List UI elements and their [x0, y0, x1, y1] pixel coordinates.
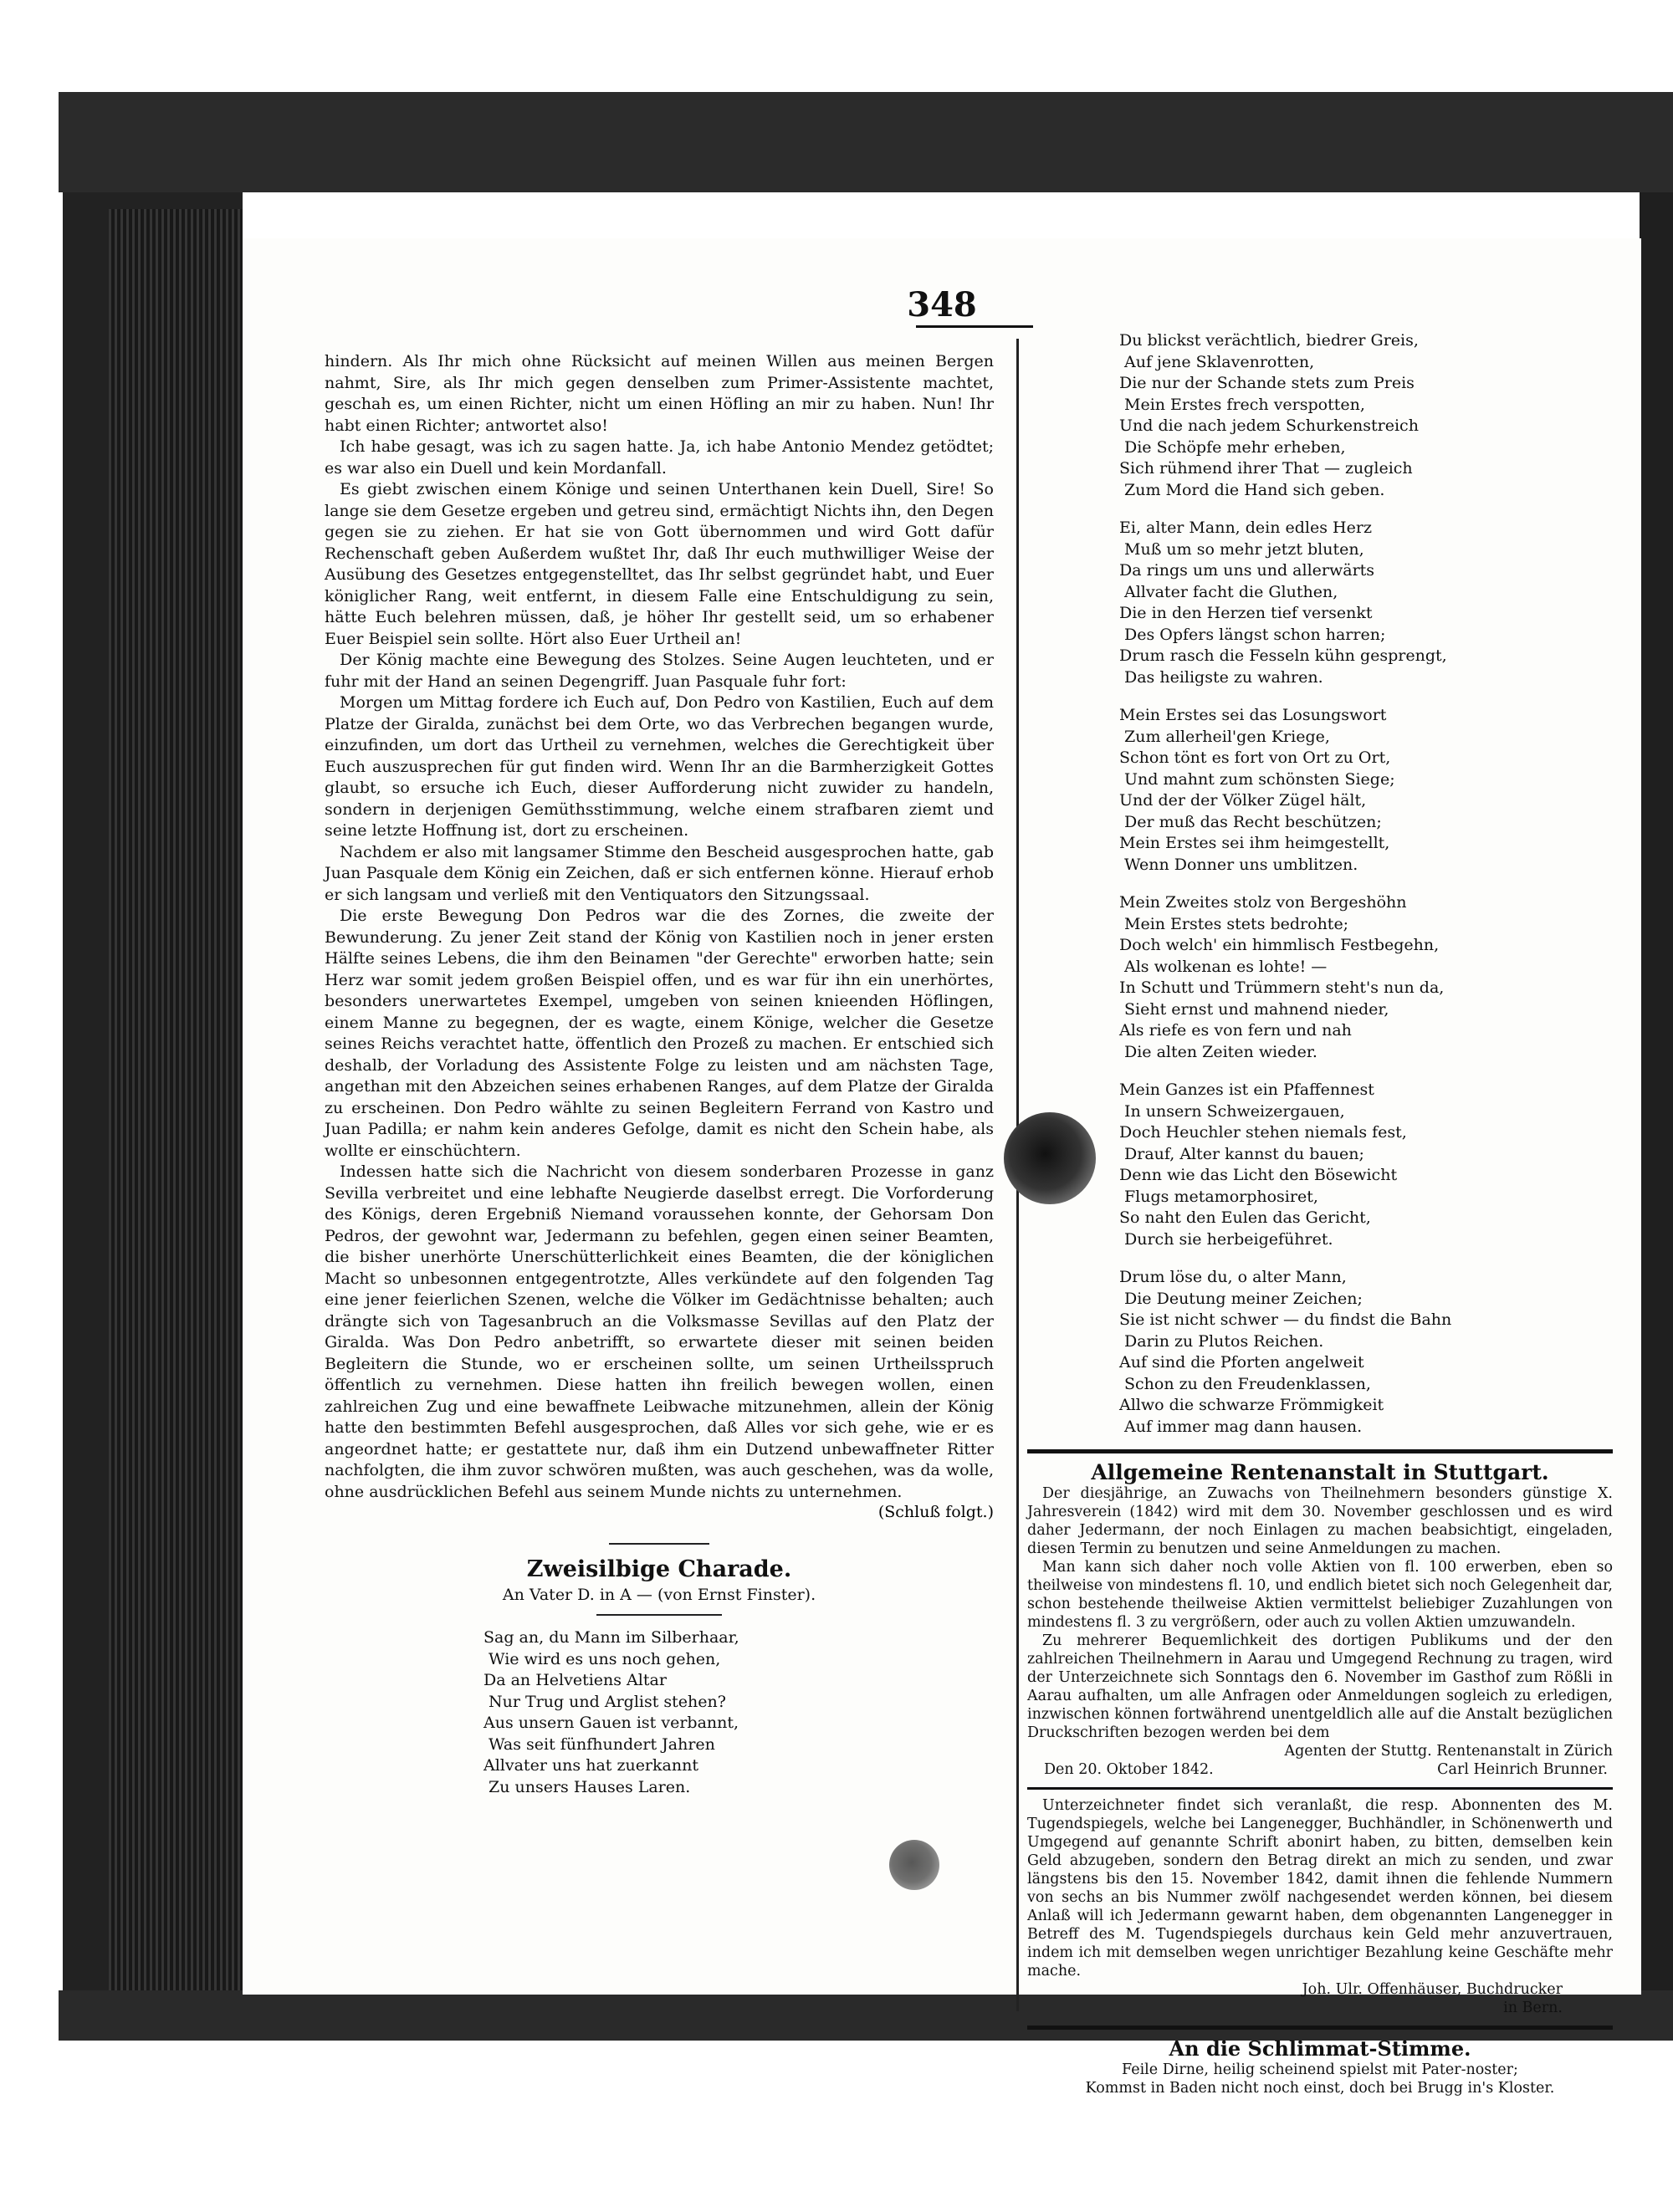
poem-line: Die Schöpfe mehr erheben,: [1124, 437, 1346, 457]
poem-line: Durch sie herbeigeführet.: [1124, 1229, 1333, 1249]
poem-line: Wie wird es uns noch gehen,: [489, 1649, 721, 1668]
scan-border-right: [1640, 192, 1673, 1990]
section-rule: [1027, 1449, 1613, 1453]
article-paragraph: hindern. Als Ihr mich ohne Rücksicht auf meinen Willen aus meinen Bergen nahmt, Sire, als Ihr mich gegen denselben zum Primer-Assistente machtet, geschah es, um einen Richter, nicht um einen Höfling an mir zu haben. Nun! Ihr habt einen Richter; antwortet also!: [325, 352, 994, 435]
poem-line: Mein Erstes stets bedrohte;: [1124, 914, 1349, 933]
charade-subtitle: An Vater D. in A — (von Ernst Finster).: [502, 1586, 816, 1604]
poem-line: Mein Ganzes ist ein Pfaffennest: [1119, 1080, 1374, 1099]
notice-date: Den 20. Oktober 1842.: [1044, 1761, 1214, 1778]
poem-line: Allvater uns hat zuerkannt: [483, 1756, 698, 1775]
poem-line: Sag an, du Mann im Silberhaar,: [483, 1628, 739, 1647]
poem-stanza-4: [1119, 892, 1613, 1063]
rentenanstalt-title: Allgemeine Rentenanstalt in Stuttgart.: [1091, 1460, 1549, 1484]
schlimmat-line: Kommst in Baden nicht noch einst, doch bei Brugg in's Kloster.: [1085, 2080, 1555, 2097]
poem-line: Du blickst verächtlich, biedrer Greis,: [1119, 331, 1419, 350]
poem-line: Doch welch' ein himmlisch Festbegehn,: [1119, 936, 1440, 954]
continued-note: (Schluß folgt.): [877, 1503, 994, 1521]
notice-paragraph: Zu mehrerer Bequemlichkeit des dortigen Publikums und der den zahlreichen Theilnehmern in Aarau und Umgegend Rechnung zu tragen, wird der Unterzeichnete sich Sonntags den 6. November im Gasthof zum Rößli in Aarau aufhalten, um alle Anfragen oder Anmeldungen sogleich zu erledigen, inzwischen können fortwährend unentgeldlich alle auf die Anstalt bezüglichen Druckschriften bezogen werden bei dem: [1027, 1632, 1613, 1741]
poem-line: Die nur der Schande stets zum Preis: [1119, 374, 1415, 392]
poem-line: Mein Erstes sei ihm heimgestellt,: [1119, 834, 1390, 852]
poem-line: Da an Helvetiens Altar: [483, 1671, 667, 1689]
poem-line: Darin zu Plutos Reichen.: [1124, 1331, 1324, 1351]
section-rule: [609, 1543, 709, 1545]
notice-paragraph: Unterzeichneter findet sich veranlaßt, die resp. Abonnenten des M. Tugendspiegels, welche bei Langenegger, Buchhändler, in Schönenwerth und Umgegend auf genannte Schrift abonirt haben, zu bitten, demselben kein Geld abzugeben, sondern den Betrag direkt an mich zu senden, und zwar längstens bis den 15. November 1842, damit ihnen die fehlende Nummern von sechs an bis Nummer zwölf nachgesendet werden können, bei diesem Anlaß will ich Jedermann gewarnt haben, dem obgenannten Langenegger in Betreff des M. Tugendspiegels durchaus kein Geld mehr anzuvertrauen, indem ich mit demselben wegen unrichtiger Bezahlung keine Geschäfte mehr mache.: [1027, 1797, 1613, 1980]
poem-line: Schon zu den Freudenklassen,: [1124, 1374, 1371, 1393]
notice-signer: Joh. Ulr. Offenhäuser, Buchdrucker: [1302, 1981, 1563, 1998]
poem-line: Schon tönt es fort von Ort zu Ort,: [1119, 748, 1391, 767]
dateline: [1027, 1760, 1613, 1779]
book-page-edges-texture: [109, 209, 243, 2015]
poem-line: In unsern Schweizergauen,: [1124, 1101, 1345, 1121]
article-paragraph: Der König machte eine Bewegung des Stolzes. Seine Augen leuchteten, und er fuhr mit der Hand an seinen Degengriff. Juan Pasquale fuhr fort:: [325, 651, 994, 691]
poem-line: Und mahnt zum schönsten Siege;: [1124, 769, 1395, 789]
poem-line: Zum Mord die Hand sich geben.: [1124, 480, 1385, 499]
poem-line: Flugs metamorphosiret,: [1124, 1187, 1318, 1206]
section-rule: [1027, 1787, 1613, 1790]
poem-stanza-1: [1119, 330, 1613, 501]
poem-stanza-5: [1119, 1080, 1613, 1250]
poem-line: Ei, alter Mann, dein edles Herz: [1119, 519, 1372, 537]
notice-paragraph: Der diesjährige, an Zuwachs von Theilnehmern besonders günstige X. Jahresverein (1842) wird mit dem 30. November geschlossen und es wird daher Jedermann, der noch Einlagen zu machen beabsichtigt, eingeladen, diesen Termin zu benutzen und seine Anmeldungen zu machen.: [1027, 1485, 1613, 1557]
poem-line: Und die nach jedem Schurkenstreich: [1119, 416, 1419, 435]
poem-line: Auf immer mag dann hausen.: [1124, 1417, 1363, 1436]
poem-line: Die Deutung meiner Zeichen;: [1124, 1289, 1363, 1308]
notice-signer-place: in Bern.: [1503, 2000, 1563, 2016]
poem-line: Aus unsern Gauen ist verbannt,: [483, 1714, 739, 1732]
scan-margin: [0, 192, 63, 2032]
poem-line: Sie ist nicht schwer — du findst die Bahn: [1119, 1310, 1452, 1329]
ink-blot: [889, 1840, 939, 1890]
section-rule: [1027, 2026, 1613, 2030]
schlimmat-title: An die Schlimmat-Stimme.: [1169, 2036, 1471, 2061]
page-number: 348: [907, 285, 977, 324]
poem-line: Als riefe es von fern und nah: [1119, 1021, 1352, 1040]
poem-line: Was seit fünfhundert Jahren: [489, 1734, 715, 1754]
poem-line: Die alten Zeiten wieder.: [1124, 1042, 1317, 1061]
poem-stanza-2: [1119, 518, 1613, 688]
schlimmat-line: Feile Dirne, heilig scheinend spielst mit Pater-noster;: [1122, 2061, 1518, 2078]
poem-line: Drauf, Alter kannst du bauen;: [1124, 1144, 1364, 1163]
newspaper-page: [243, 238, 1641, 2097]
poem-stanza-6: [1119, 1267, 1613, 1438]
poem-line: Der muß das Recht beschützen;: [1124, 812, 1382, 831]
right-column: [1027, 330, 1613, 2097]
page-number-rule: [916, 325, 1033, 328]
poem-line: Zum allerheil'gen Kriege,: [1124, 727, 1330, 746]
charade-poem: [483, 1627, 994, 1798]
article-paragraph: Die erste Bewegung Don Pedros war die des Zornes, die zweite der Bewunderung. Zu jener Zeit stand der König von Kastilien noch in jener ersten Hälfte seines Lebens, die ihm den Beinamen "der Gerechte" erworben hatte; sein Herz war somit jedem großen Beispiel offen, und es war für ihn ein unerhörtes, besonders unerwartetes Exempel, umgeben von seinen knieenden Höflingen, einem Manne zu begegnen, der es wagte, einem Könige, welcher die Gesetze seines Reichs verachtet hatte, öffentlich den Prozeß zu machen. Er entschied sich deshalb, der Vorladung des Assistente Folge zu leisten und am nächsten Tage, angethan mit den Abzeichen seines erhabenen Ranges, auf dem Platze der Giralda zu erscheinen. Don Pedro wählte zu seinen Begleitern Ferrand von Kastro und Juan Padilla; er nahm kein anderes Gefolge, damit es nicht den Schein habe, als wollte er einschüchtern.: [325, 907, 994, 1160]
poem-line: Sich rühmend ihrer That — zugleich: [1119, 459, 1413, 478]
poem-line: So naht den Eulen das Gericht,: [1119, 1208, 1371, 1227]
poem-line: Doch Heuchler stehen niemals fest,: [1119, 1123, 1407, 1142]
poem-line: Zu unsers Hauses Laren.: [489, 1777, 691, 1796]
poem-line: Drum löse du, o alter Mann,: [1119, 1268, 1347, 1286]
article-paragraph: Ich habe gesagt, was ich zu sagen hatte. Ja, ich habe Antonio Mendez getödtet; es war also ein Duell und kein Mordanfall.: [325, 437, 994, 478]
poem-line: Allvater facht die Gluthen,: [1124, 582, 1338, 601]
poem-line: Drum rasch die Fesseln kühn gesprengt,: [1119, 646, 1447, 665]
poem-line: Die in den Herzen tief versenkt: [1119, 604, 1373, 622]
charade-title: Zweisilbige Charade.: [526, 1556, 792, 1582]
poem-line: Mein Erstes frech verspotten,: [1124, 395, 1365, 414]
poem-line: Auf jene Sklavenrotten,: [1124, 352, 1315, 371]
poem-line: Wenn Donner uns umblitzen.: [1124, 855, 1358, 874]
poem-line: Allwo die schwarze Frömmigkeit: [1119, 1396, 1384, 1414]
poem-line: Muß um so mehr jetzt bluten,: [1124, 539, 1364, 559]
poem-stanza-3: [1119, 705, 1613, 876]
notice-signer: Carl Heinrich Brunner.: [1437, 1761, 1608, 1778]
poem-line: Und der der Völker Zügel hält,: [1119, 791, 1367, 810]
article-paragraph: Nachdem er also mit langsamer Stimme den Bescheid ausgesprochen hatte, gab Juan Pasquale dem König ein Zeichen, daß er sich entfernen könne. Hierauf erhob er sich langsam und verließ mit den Ventiquators den Sitzungssaal.: [325, 842, 994, 904]
poem-line: Das heiligste zu wahren.: [1124, 667, 1323, 687]
charade-rule: [596, 1614, 722, 1616]
poem-line: Nur Trug und Arglist stehen?: [489, 1692, 726, 1711]
scan-border-top: [59, 92, 1673, 192]
agent-line: Agenten der Stuttg. Rentenanstalt in Zürich: [1284, 1743, 1613, 1760]
poem-line: In Schutt und Trümmern steht's nun da,: [1119, 978, 1445, 997]
poem-line: Auf sind die Pforten angelweit: [1119, 1353, 1364, 1372]
article-paragraph: Es giebt zwischen einem Könige und seinen Unterthanen kein Duell, Sire! So lange sie dem Gesetze ergeben und getreu sind, ermächtigt Nichts ihn, den Degen gegen sie zu ziehen. Er hat sie von Gott übernommen und wird Gott dafür Rechenschaft geben Außerdem wußtet Ihr, daß Ihr euch muthwilliger Weise der Ausübung des Gesetzes entgegenstelltet, das Ihr selbst gegründet habt, und Euer königlicher Rang, weit entfernt, in diesem Falle eine Entschuldigung zu sein, hätte Euch belehren müssen, daß, je höher Ihr gestellt seid, um so erhabener Euer Beispiel sein sollte. Hört also Euer Urtheil an!: [325, 480, 994, 648]
poem-line: Denn wie das Licht den Bösewicht: [1119, 1166, 1398, 1184]
poem-line: Sieht ernst und mahnend nieder,: [1124, 999, 1389, 1019]
left-column: [325, 351, 994, 1815]
notice-paragraph: Man kann sich daher noch volle Aktien von fl. 100 erwerben, eben so theilweise von mindestens fl. 10, und endlich bietet sich noch Gelegenheit dar, schon bestehende theilweise Aktien vermittelst beliebiger Zuzahlungen von mindestens fl. 3 zu vergrößern, oder auch zu vollen Aktien umzuwandeln.: [1027, 1559, 1613, 1631]
poem-line: Mein Erstes sei das Losungswort: [1119, 706, 1387, 724]
poem-line: Da rings um uns und allerwärts: [1119, 561, 1375, 580]
ink-blot: [1004, 1112, 1096, 1204]
article-paragraph: Indessen hatte sich die Nachricht von diesem sonderbaren Prozesse in ganz Sevilla verbreitet und eine lebhafte Neugierde daselbst erregt. Die Vorforderung des Königs, deren Ergebniß Niemand voraussehen konnte, der Gehorsam Don Pedros, der gewohnt war, Jedermann zu befehlen, gegen einen seiner Beamten, die bisher unerhörte Unerschütterlichkeit eines Beamten, die der königlichen Macht so unbesonnen entgegentrotzte, Alles verkündete auf den folgenden Tag eine jener feierlichen Szenen, welche die Völker im Gedächtnisse behalten; auch drängte sich von Tagesanbruch an die Volksmasse Sevillas auf den Platz der Giralda. Was Don Pedro anbetrifft, so erwartete dieser mit seinen beiden Begleitern die Stunde, wo er erscheinen sollte, um seinen Urtheilsspruch öffentlich zu vernehmen. Diese hatten ihn freilich bewegen wollen, einen zahlreichen Zug und eine bewaffnete Leibwache mitzunehmen, allein der König hatte den bestimmten Befehl ausgesprochen, daß Alles vor sich gehe, wie er es angeordnet hatte; er gestattete nur, daß ihm ein Dutzend unbewaffneter Ritter nachfolgten, die ihm zuvor schwören mußten, was auch geschehen, was da wolle, ohne ausdrücklichen Befehl aus seinem Munde nichts zu unternehmen.: [325, 1162, 994, 1501]
article-paragraph: Morgen um Mittag fordere ich Euch auf, Don Pedro von Kastilien, Euch auf dem Platze der Giralda, zunächst bei dem Orte, wo das Verbrechen begangen wurde, einzufinden, um dort das Urtheil zu vernehmen, welches die Gerechtigkeit über Euch auszusprechen für gut finden wird. Wenn Ihr an die Barmherzigkeit Gottes glaubt, so ersuche ich Euch, dieser Aufforderung nicht zuwider zu handeln, sondern in derjenigen Gemüthsstimmung, welche einem strafbaren ziemt und seine letzte Hoffnung ist, dort zu erscheinen.: [325, 693, 994, 840]
poem-line: Mein Zweites stolz von Bergeshöhn: [1119, 893, 1407, 912]
poem-line: Als wolkenan es lohte! —: [1124, 957, 1328, 976]
poem-line: Des Opfers längst schon harren;: [1124, 625, 1386, 644]
